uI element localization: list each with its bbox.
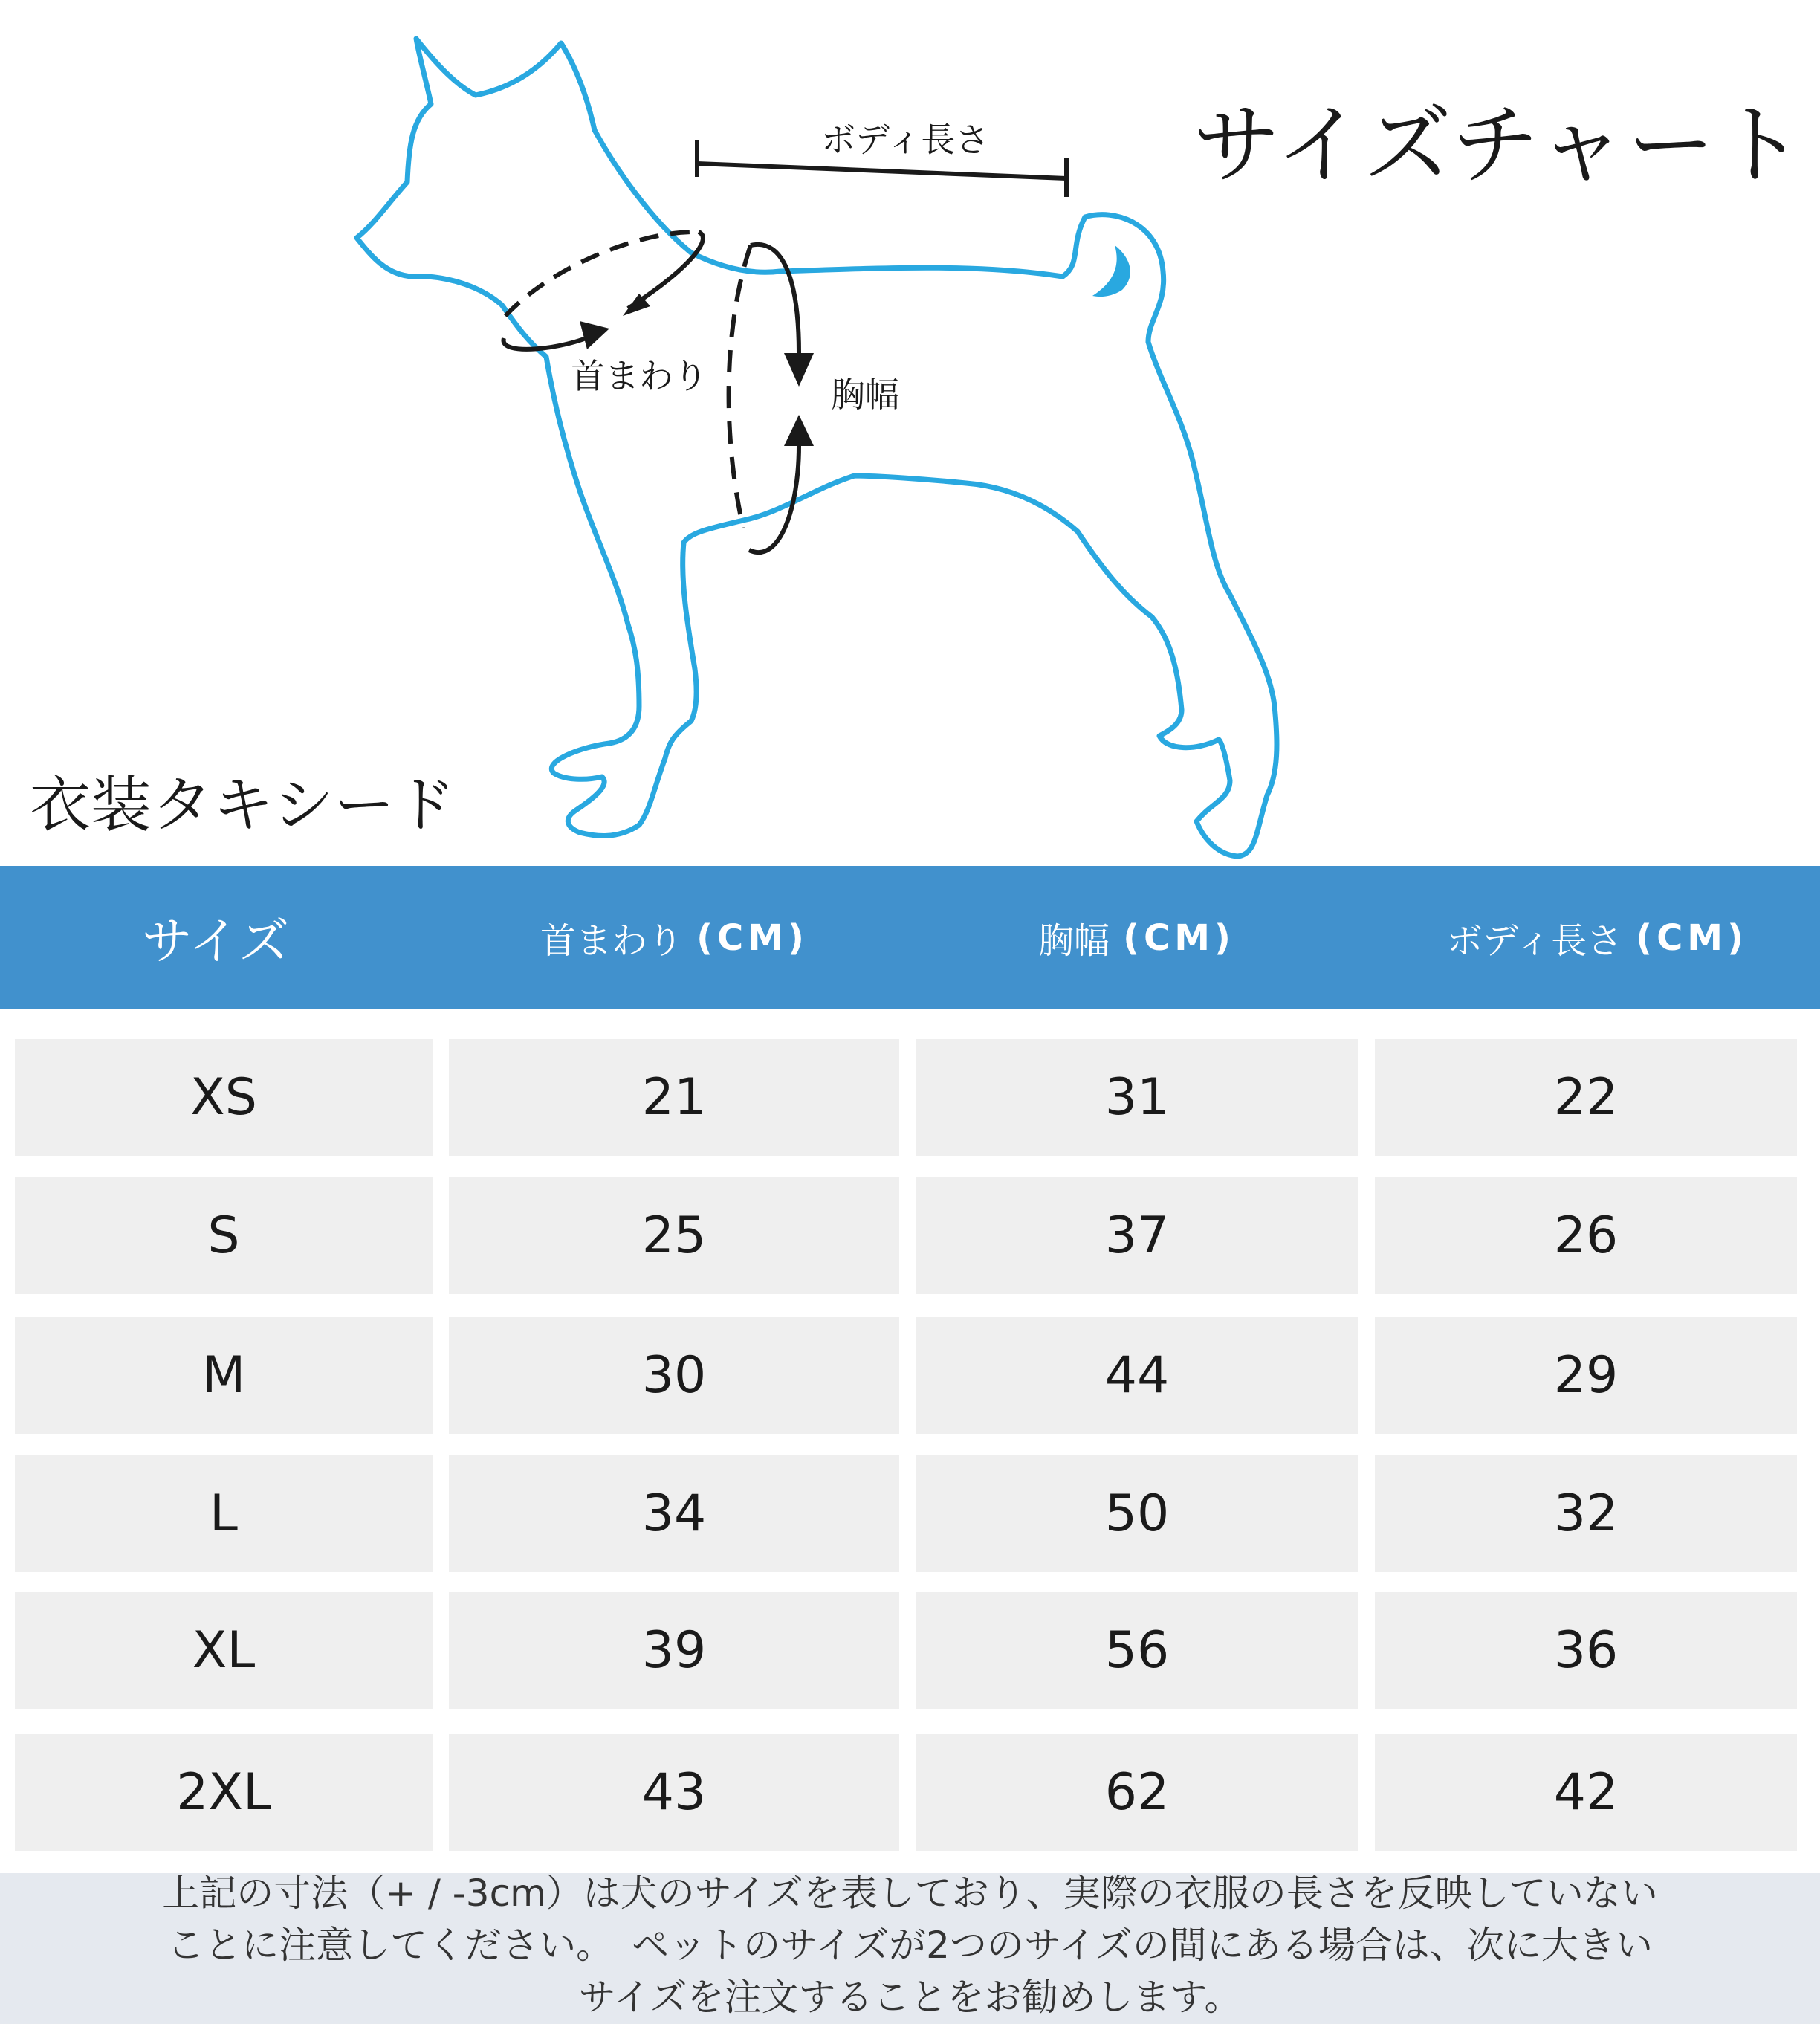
cell-size: 2XL xyxy=(15,1734,433,1851)
table-header xyxy=(0,866,1820,1009)
cell-size: L xyxy=(15,1455,433,1572)
cell-length: 42 xyxy=(1375,1734,1797,1851)
neck-dashed-loop xyxy=(505,232,699,316)
cell-chest: 50 xyxy=(916,1455,1358,1572)
cell-chest: 44 xyxy=(916,1317,1358,1434)
chest-arrow-upper xyxy=(751,245,799,353)
chest-dashed-arc xyxy=(729,245,751,528)
cell-neck: 30 xyxy=(449,1317,899,1434)
note-line-1: 上記の寸法（+ / -3cm）は犬のサイズを表しており、実際の衣服の長さを反映していない xyxy=(162,1872,1658,1915)
cell-neck: 39 xyxy=(449,1592,899,1709)
header-neck xyxy=(450,866,899,1009)
header-neck-unit: (CM) xyxy=(696,916,809,959)
cell-size: XL xyxy=(15,1592,433,1709)
page-title: サイズチャート xyxy=(1193,94,1806,196)
dog-outline xyxy=(357,39,1277,856)
cell-chest: 62 xyxy=(916,1734,1358,1851)
header-length-label: ボディ長さ xyxy=(1446,920,1623,962)
cell-length: 32 xyxy=(1375,1455,1797,1572)
size-note xyxy=(0,1867,1820,2023)
chest-arrowhead-lower xyxy=(784,415,814,446)
cell-neck: 21 xyxy=(449,1039,899,1156)
table-row xyxy=(0,1734,1820,1851)
header-neck-label: 首まわり xyxy=(540,920,684,962)
cell-size: S xyxy=(15,1177,433,1294)
cell-neck: 43 xyxy=(449,1734,899,1851)
tail-curl xyxy=(1092,245,1130,297)
header-chest-unit: (CM) xyxy=(1123,916,1235,959)
header-chest xyxy=(916,866,1358,1009)
neck-label: 首まわり xyxy=(571,356,707,396)
chest-arrow-lower xyxy=(749,446,799,552)
note-line-2: ことに注意してください。 ペットのサイズが2つのサイズの間にある場合は、次に大きい xyxy=(167,1924,1653,1967)
header-size xyxy=(0,866,431,1009)
table-row xyxy=(0,1177,1820,1294)
cell-length: 26 xyxy=(1375,1177,1797,1294)
header-size-label: サイズ xyxy=(141,913,290,971)
product-name: 衣装タキシード xyxy=(30,770,456,841)
body-length-label: ボディ長さ xyxy=(821,120,990,160)
cell-size: M xyxy=(15,1317,433,1434)
cell-size: XS xyxy=(15,1039,433,1156)
table-row xyxy=(0,1592,1820,1709)
header-length-unit: (CM) xyxy=(1636,916,1749,959)
cell-neck: 25 xyxy=(449,1177,899,1294)
cell-length: 29 xyxy=(1375,1317,1797,1434)
cell-length: 22 xyxy=(1375,1039,1797,1156)
cell-length: 36 xyxy=(1375,1592,1797,1709)
cell-neck: 34 xyxy=(449,1455,899,1572)
header-length xyxy=(1375,866,1820,1009)
neck-arrowhead-lower xyxy=(580,321,609,349)
cell-chest: 31 xyxy=(916,1039,1358,1156)
table-row xyxy=(0,1039,1820,1156)
neck-arrow-lower xyxy=(503,334,595,349)
table-row xyxy=(0,1455,1820,1572)
chest-arrowhead-upper xyxy=(784,353,814,387)
chest-label: 胸幅 xyxy=(831,375,899,415)
cell-chest: 37 xyxy=(916,1177,1358,1294)
header-chest-label: 胸幅 xyxy=(1038,920,1110,962)
table-row xyxy=(0,1317,1820,1434)
note-line-3: サイズを注文することをお勧めします。 xyxy=(578,1976,1242,2019)
cell-chest: 56 xyxy=(916,1592,1358,1709)
